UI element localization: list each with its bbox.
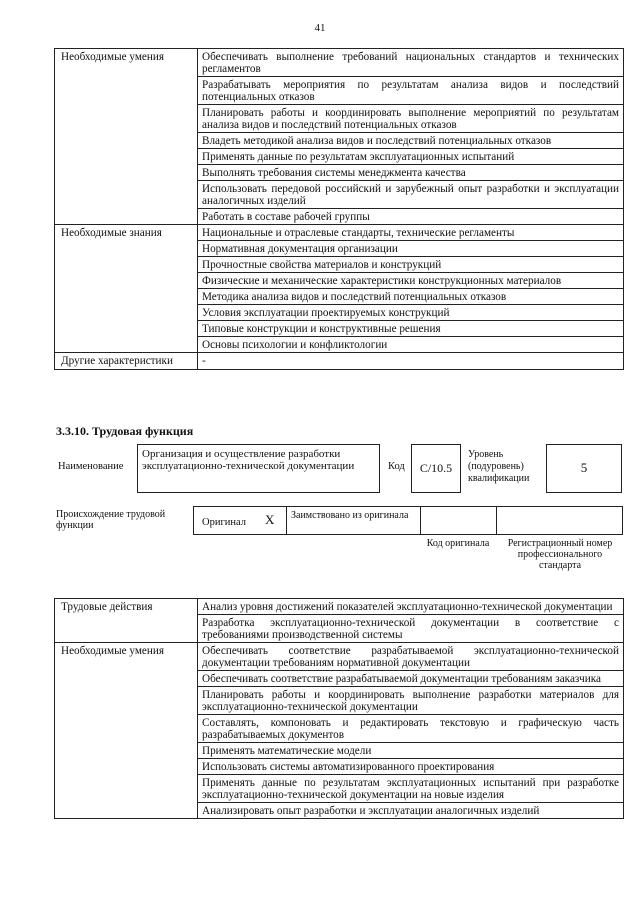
list-item: Планировать работы и координировать выполнение мероприятий по результатам анализа видов и последствий потенциальных отказов [198, 105, 623, 133]
row-items [198, 49, 624, 225]
list-item: Анализ уровня достижений показателей эксплуатационно-технической документации [198, 599, 623, 615]
row-category: Другие характеристики [55, 353, 198, 370]
list-item: Обеспечивать соответствие разрабатываемой документации требованиям заказчика [198, 671, 623, 687]
original-mark: X [265, 512, 275, 527]
list-item: - [202, 355, 206, 367]
list-item: Методика анализа видов и последствий потенциальных отказов [198, 289, 623, 305]
skills-knowledge-table [54, 48, 624, 370]
origin-label: Происхождение трудовой функции [56, 509, 166, 531]
row-category: Необходимые умения [55, 49, 198, 225]
row-items [198, 225, 624, 353]
list-item: Разработка эксплуатационно-технической документации в соответствие с требованиями производственной системы [202, 617, 619, 641]
table-row [55, 353, 624, 370]
list-item: Работать в составе рабочей группы [202, 211, 370, 223]
table-row [55, 599, 624, 643]
list-item: Использовать передовой российский и зарубежный опыт разработки и эксплуатации аналогичных изделий [198, 181, 623, 209]
row-items [198, 353, 624, 370]
list-item: Прочностные свойства материалов и конструкций [198, 257, 623, 273]
table-row [55, 49, 624, 225]
list-item: Разрабатывать мероприятия по результатам анализа видов и последствий потенциальных отказов [198, 77, 623, 105]
row-items [198, 643, 624, 819]
table-row [55, 225, 624, 353]
list-item: Основы психологии и конфликтологии [202, 339, 388, 351]
code-value-box [411, 444, 461, 493]
list-item: Применять математические модели [198, 743, 623, 759]
list-item: Выполнять требования системы менеджмента качества [198, 165, 623, 181]
level-value: 5 [580, 460, 588, 475]
list-item: Национальные и отраслевые стандарты, технические регламенты [198, 225, 623, 241]
list-item: Планировать работы и координировать выполнение разработки материалов для эксплуатационно-технической документации [198, 687, 623, 715]
list-item: Условия эксплуатации проектируемых конструкций [198, 305, 623, 321]
list-item: Использовать системы автоматизированного проектирования [198, 759, 623, 775]
list-item: Анализировать опыт разработки и эксплуатации аналогичных изделий [202, 805, 540, 817]
level-label: Уровень (подуровень) квалификации [468, 449, 530, 484]
labor-actions-table [54, 598, 624, 819]
page-number: 41 [314, 22, 326, 34]
table-row [55, 643, 624, 819]
list-item: Типовые конструкции и конструктивные решения [198, 321, 623, 337]
list-item: Обеспечивать соответствие разрабатываемой эксплуатационно-технической документации требованиям нормативной документации [198, 643, 623, 671]
level-value-box [546, 444, 622, 493]
row-category: Необходимые умения [55, 643, 198, 819]
skills-knowledge-table-body [55, 49, 624, 370]
name-value-box [137, 444, 380, 493]
list-item: Владеть методикой анализа видов и последствий потенциальных отказов [198, 133, 623, 149]
row-items [198, 599, 624, 643]
list-item: Применять данные по результатам эксплуатационных испытаний [198, 149, 623, 165]
code-label: Код [388, 461, 405, 472]
list-item: Применять данные по результатам эксплуатационных испытаний при разработке эксплуатационно-технической документации на новые изделия [198, 775, 623, 803]
list-item: Обеспечивать выполнение требований национальных стандартов и технических регламентов [198, 49, 623, 77]
row-category: Необходимые знания [55, 225, 198, 353]
code-original-caption: Код оригинала [426, 538, 490, 549]
code-value: C/10.5 [419, 461, 453, 475]
list-item: Физические и механические характеристики конструкционных материалов [198, 273, 623, 289]
labor-actions-table-body [55, 599, 624, 819]
name-value: Организация и осуществление разработки эксплуатационно-технической документации [142, 448, 355, 472]
borrowed-label: Заимствовано из оригинала [291, 510, 409, 521]
original-label: Оригинал [202, 517, 246, 528]
reg-number-caption: Регистрационный номер профессионального стандарта [507, 538, 613, 571]
name-label: Наименование [58, 461, 124, 472]
origin-box [193, 506, 623, 535]
section-title: 3.3.10. Трудовая функция [56, 424, 194, 438]
row-category: Трудовые действия [55, 599, 198, 643]
list-item: Составлять, компоновать и редактировать текстовую и графическую часть разрабатываемых документов [198, 715, 623, 743]
list-item: Нормативная документация организации [198, 241, 623, 257]
